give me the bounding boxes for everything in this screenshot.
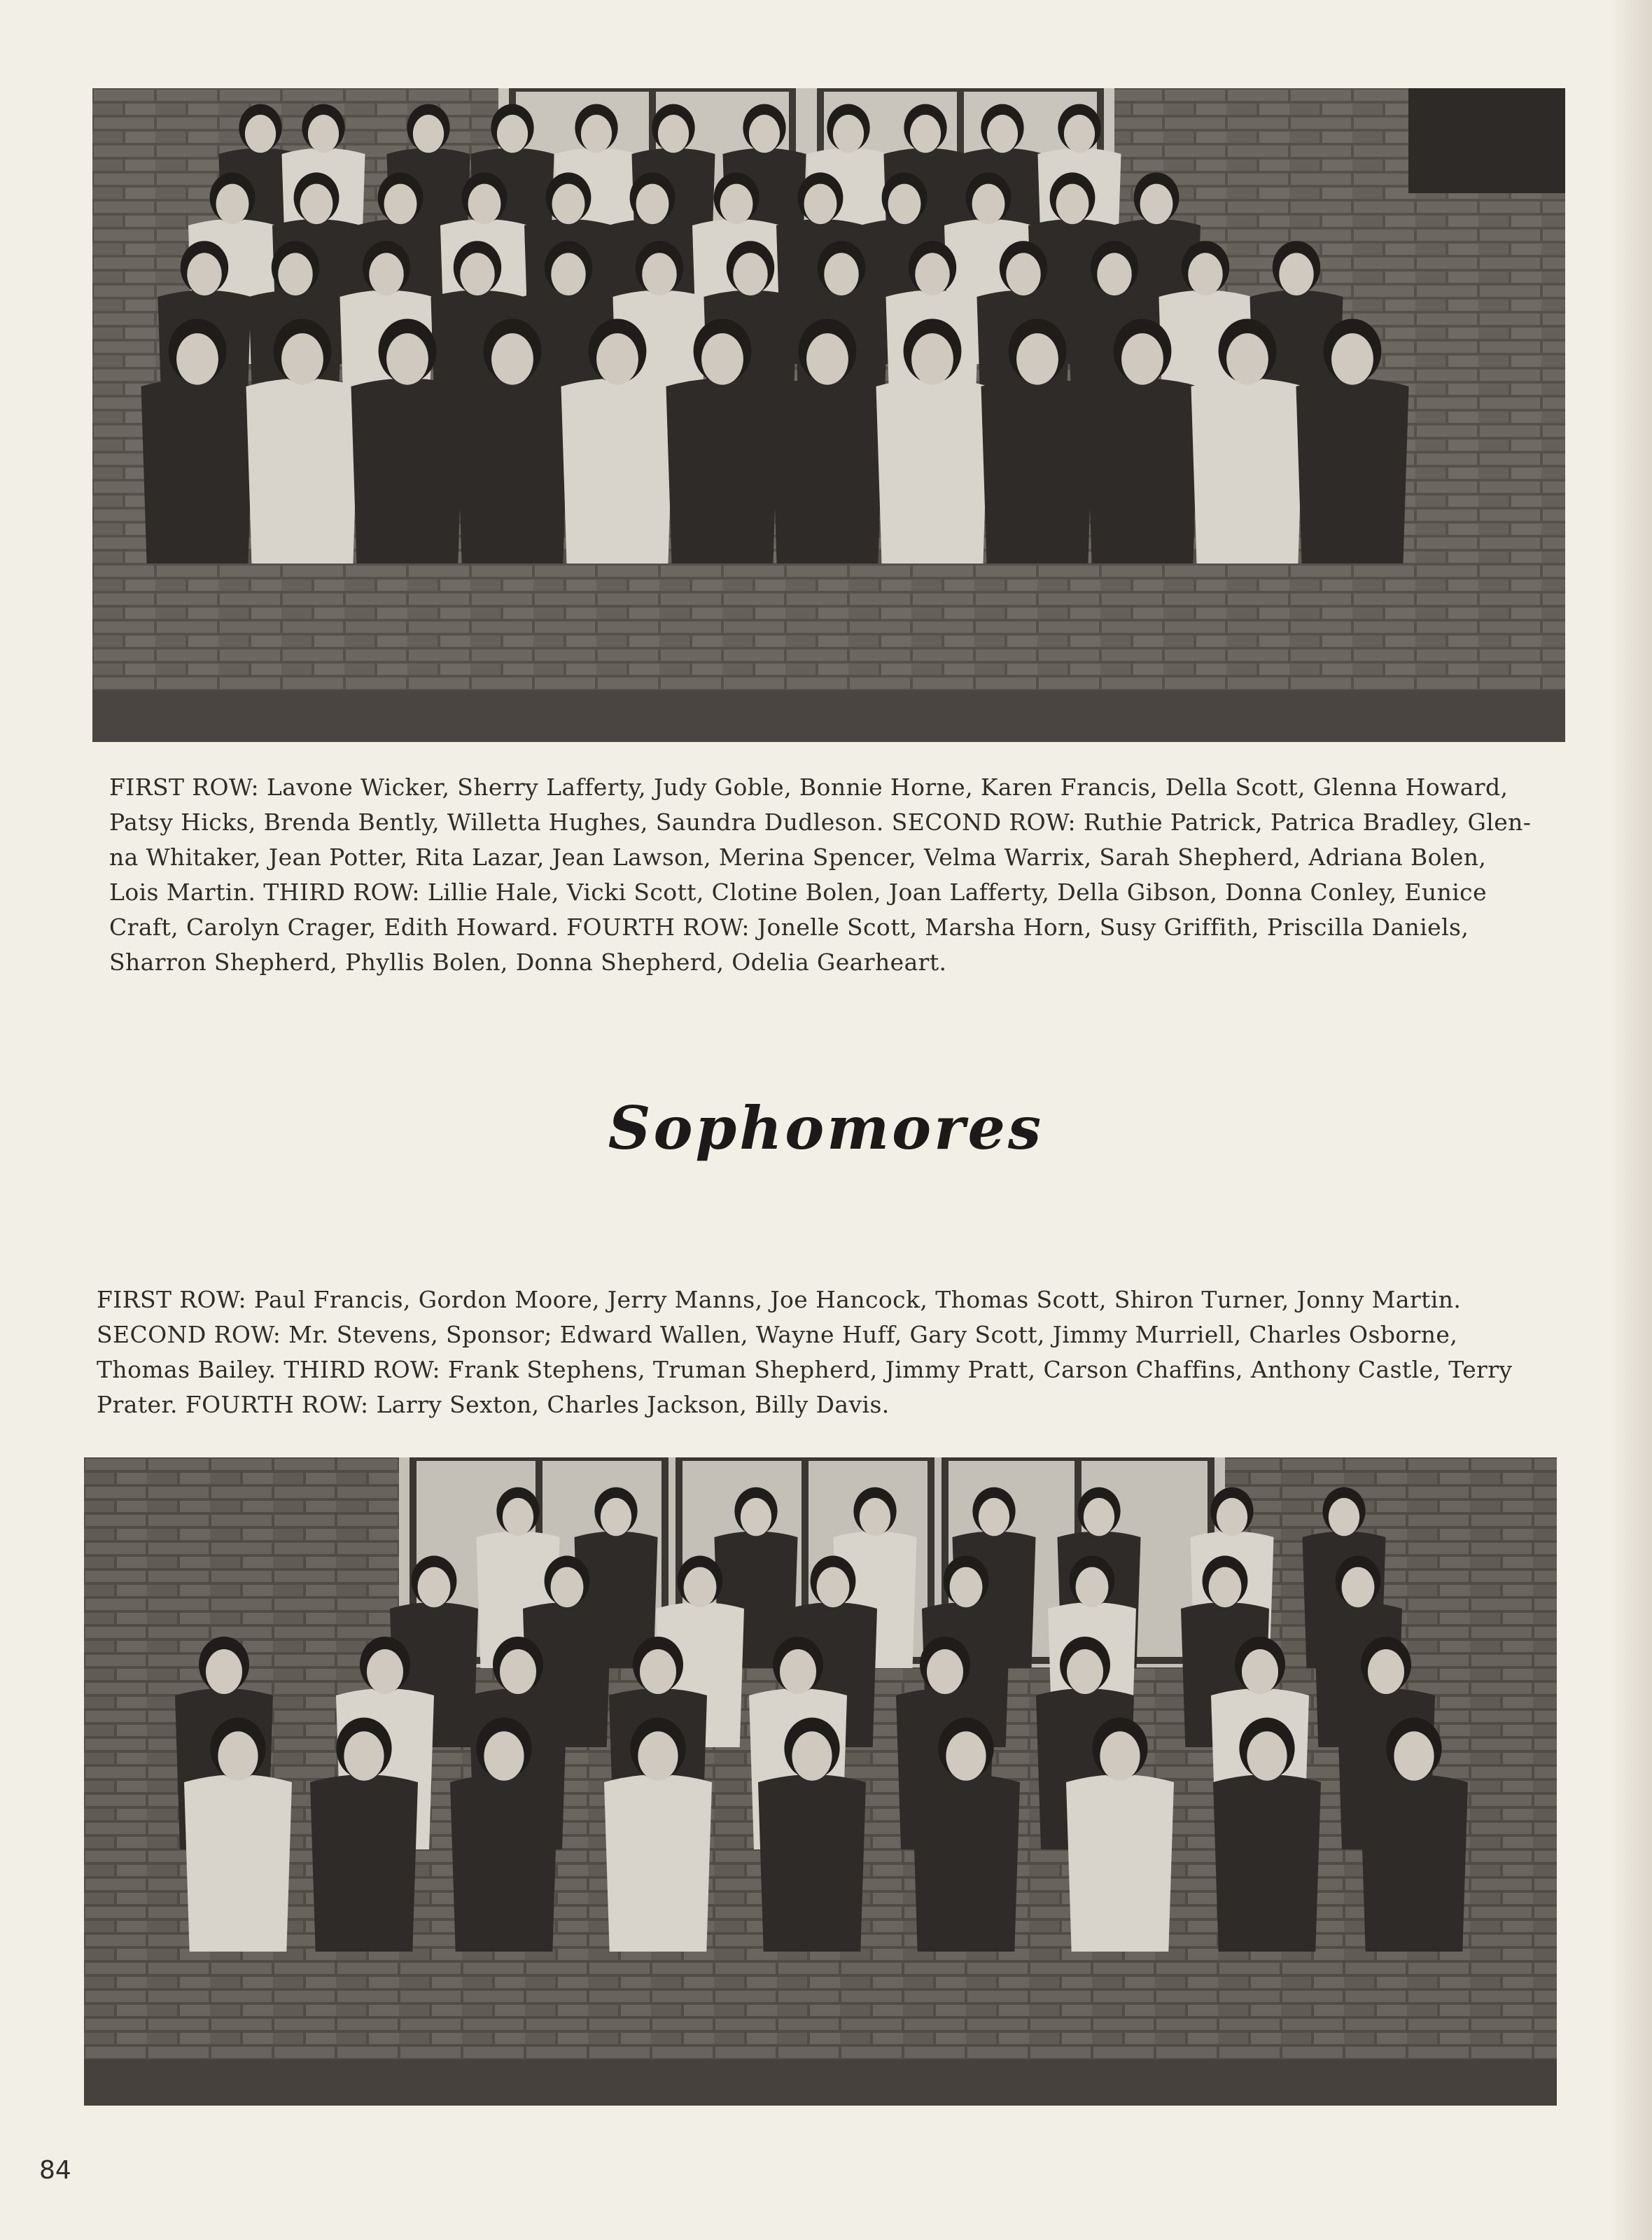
girls-photo-caption: [109, 770, 1537, 980]
caption-line: Craft, Carolyn Crager, Edith Howard. FOURTH ROW: Jonelle Scott, Marsha Horn, Susy Griffith, Priscilla Daniels,: [109, 913, 1469, 941]
section-heading: Sophomores: [608, 1093, 1044, 1163]
caption-line: Patsy Hicks, Brenda Bently, Willetta Hughes, Saundra Dudleson. SECOND ROW: Ruthie Patrick, Patrica Bradley, Glen-: [109, 808, 1532, 836]
girls-group-photo: [92, 88, 1565, 742]
caption-line: na Whitaker, Jean Potter, Rita Lazar, Jean Lawson, Merina Spencer, Velma Warrix, Sarah Shepherd, Adriana Bolen,: [109, 844, 1487, 871]
caption-line: Prater. FOURTH ROW: Larry Sexton, Charles Jackson, Billy Davis.: [97, 1391, 890, 1418]
caption-line: SECOND ROW: Mr. Stevens, Sponsor; Edward Wallen, Wayne Huff, Gary Scott, Jimmy Murriell, Charles Osborne,: [97, 1321, 1458, 1348]
caption-line: FIRST ROW: Paul Francis, Gordon Moore, Jerry Manns, Joe Hancock, Thomas Scott, Shiron Turner, Jonny Martin.: [97, 1286, 1462, 1313]
sophomores-photo-caption: [97, 1282, 1539, 1422]
caption-line: Lois Martin. THIRD ROW: Lillie Hale, Vicki Scott, Clotine Bolen, Joan Lafferty, Della Gibson, Donna Conley, Eunice: [109, 878, 1487, 906]
caption-line: Sharron Shepherd, Phyllis Bolen, Donna Shepherd, Odelia Gearheart.: [109, 948, 947, 976]
caption-line: Thomas Bailey. THIRD ROW: Frank Stephens, Truman Shepherd, Jimmy Pratt, Carson Chaffins, Anthony Castle, Terry: [97, 1356, 1513, 1383]
sophomores-group-photo: [84, 1457, 1557, 2106]
caption-line: FIRST ROW: Lavone Wicker, Sherry Lafferty, Judy Goble, Bonnie Horne, Karen Francis, Della Scott, Glenna Howard,: [109, 774, 1508, 801]
page-number: 84: [39, 2156, 71, 2185]
